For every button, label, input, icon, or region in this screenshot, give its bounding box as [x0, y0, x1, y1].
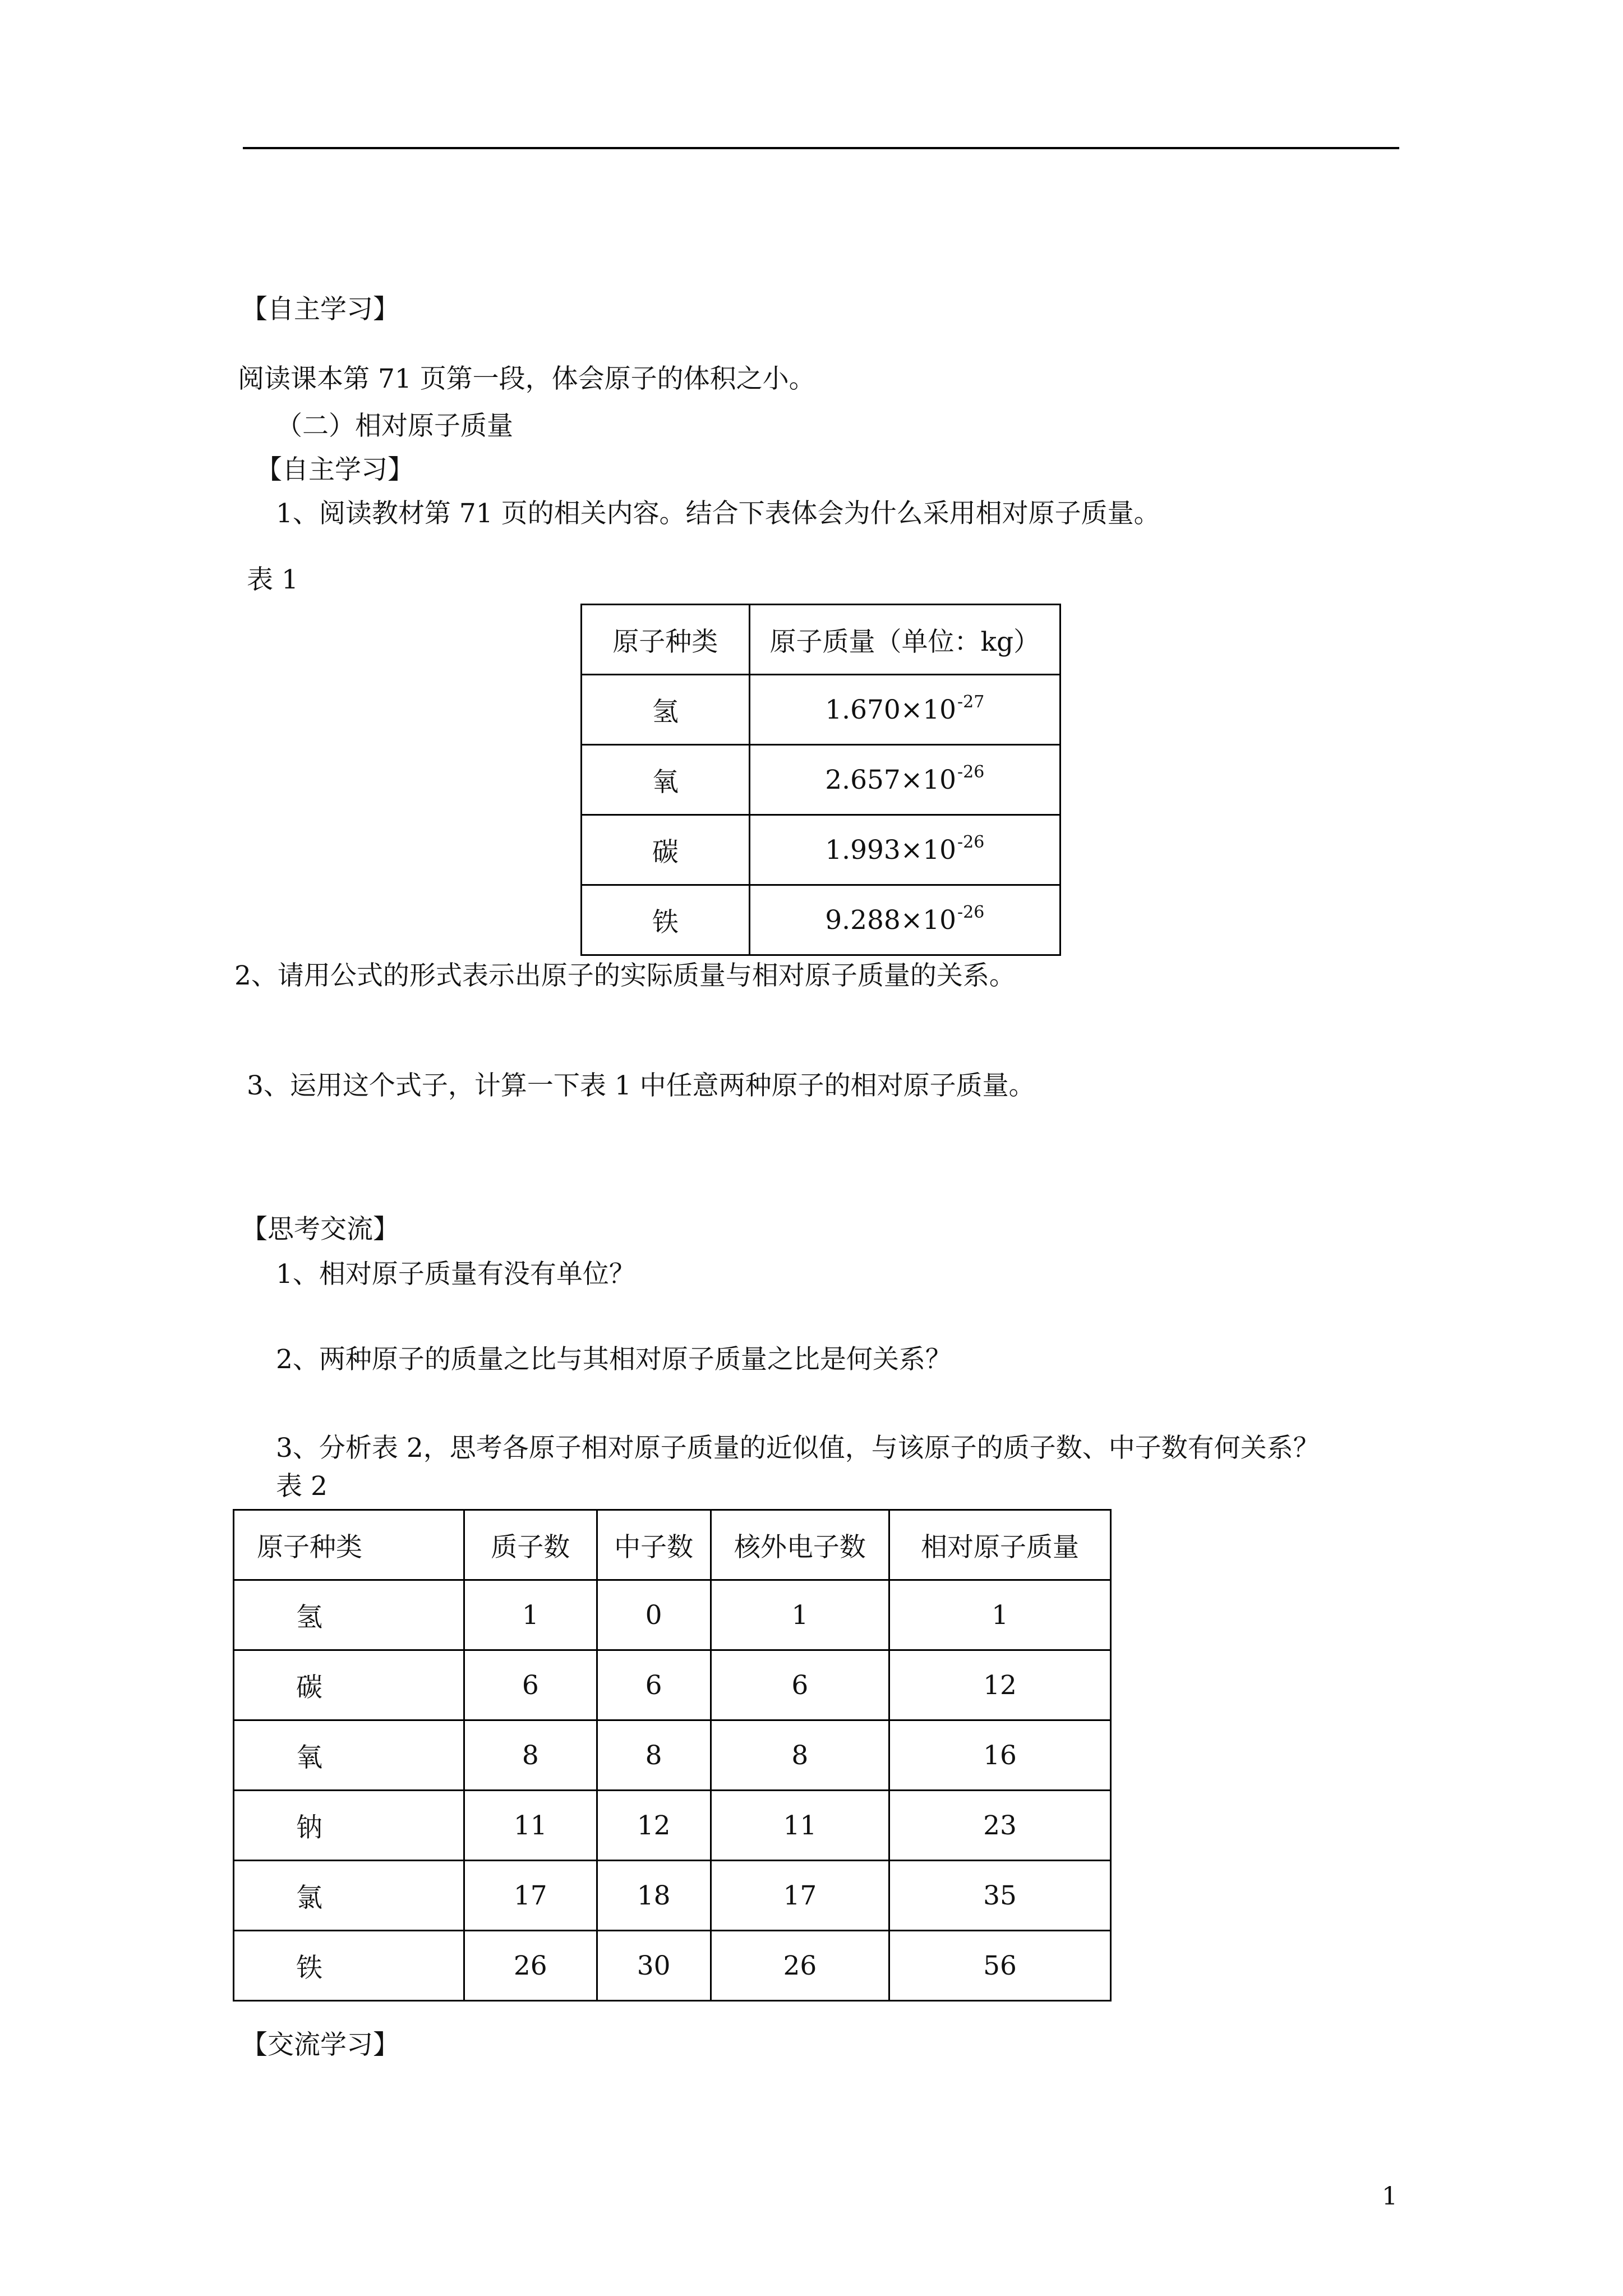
- table-header-row: [234, 1510, 1111, 1580]
- reading-instruction: 阅读课本第 71 页第一段，体会原子的体积之小。: [238, 364, 815, 394]
- table-cell: 35: [889, 1861, 1111, 1931]
- table-cell: 铁: [234, 1931, 464, 2001]
- question-2: 2、两种原子的质量之比与其相对原子质量之比是何关系？: [276, 1344, 952, 1375]
- table-cell: 11: [464, 1791, 597, 1861]
- element-cell: 铁: [582, 885, 750, 955]
- mass-cell: [749, 745, 1060, 815]
- heading-think-discuss: 【思考交流】: [241, 1214, 399, 1245]
- header-rule: [243, 147, 1399, 149]
- question-3: 3、分析表 2，思考各原子相对原子质量的近似值，与该原子的质子数、中子数有何关系？: [276, 1433, 1320, 1464]
- table-row: [234, 1791, 1111, 1861]
- mass-cell: [749, 885, 1060, 955]
- table-row: [234, 1580, 1111, 1650]
- table-cell: 1: [464, 1580, 597, 1650]
- mass-exponent: -26: [957, 902, 985, 922]
- mass-exponent: -26: [957, 832, 985, 852]
- table-cell: 12: [597, 1791, 711, 1861]
- table1-caption: 表 1: [247, 564, 298, 595]
- table-cell: 8: [464, 1720, 597, 1791]
- table-cell: 26: [711, 1931, 889, 2001]
- table-cell: 碳: [234, 1650, 464, 1720]
- table-cell: 18: [597, 1861, 711, 1931]
- table-row: [582, 815, 1061, 885]
- table-cell: 6: [711, 1650, 889, 1720]
- table-row: [234, 1720, 1111, 1791]
- table-cell: 30: [597, 1931, 711, 2001]
- element-cell: 氧: [582, 745, 750, 815]
- table-header-cell: 原子种类: [234, 1510, 464, 1580]
- mass-mantissa: 9.288×10: [825, 904, 957, 936]
- atomic-structure-table: [233, 1509, 1112, 2001]
- table-cell: 6: [597, 1650, 711, 1720]
- table-cell: 1: [711, 1580, 889, 1650]
- table-cell: 8: [597, 1720, 711, 1791]
- table-cell: 氧: [234, 1720, 464, 1791]
- table-cell: 6: [464, 1650, 597, 1720]
- table-cell: 0: [597, 1580, 711, 1650]
- question-1: 1、相对原子质量有没有单位？: [276, 1259, 635, 1290]
- table-row: [582, 675, 1061, 745]
- table-cell: 8: [711, 1720, 889, 1791]
- mass-cell: [749, 675, 1060, 745]
- element-cell: 碳: [582, 815, 750, 885]
- mass-mantissa: 1.670×10: [825, 694, 957, 725]
- page-number: 1: [1382, 2182, 1398, 2211]
- table-header-cell: 中子数: [597, 1510, 711, 1580]
- table-row: [582, 745, 1061, 815]
- table-cell: 1: [889, 1580, 1111, 1650]
- table-cell: 氢: [234, 1580, 464, 1650]
- table-cell: 11: [711, 1791, 889, 1861]
- table-cell: 17: [711, 1861, 889, 1931]
- table-cell: 氯: [234, 1861, 464, 1931]
- table-cell: 26: [464, 1931, 597, 2001]
- mass-exponent: -27: [957, 692, 985, 712]
- table-cell: 17: [464, 1861, 597, 1931]
- mass-mantissa: 2.657×10: [825, 764, 957, 795]
- table-header-row: [582, 605, 1061, 675]
- task-item-2: 2、请用公式的形式表示出原子的实际质量与相对原子质量的关系。: [234, 960, 1016, 991]
- table-header-cell: 核外电子数: [711, 1510, 889, 1580]
- mass-mantissa: 1.993×10: [825, 834, 957, 866]
- table-cell: 12: [889, 1650, 1111, 1720]
- element-cell: 氢: [582, 675, 750, 745]
- task-item-3: 3、运用这个式子，计算一下表 1 中任意两种原子的相对原子质量。: [247, 1070, 1035, 1101]
- atomic-mass-table: [580, 604, 1061, 956]
- mass-cell: [749, 815, 1060, 885]
- heading-self-study-1: 【自主学习】: [241, 294, 399, 325]
- table-header-cell: 质子数: [464, 1510, 597, 1580]
- table-row: [234, 1861, 1111, 1931]
- mass-exponent: -26: [957, 762, 985, 782]
- table-header-cell: 相对原子质量: [889, 1510, 1111, 1580]
- table-cell: 钠: [234, 1791, 464, 1861]
- section-title-relative-atomic-mass: （二）相对原子质量: [276, 411, 513, 441]
- table-row: [582, 885, 1061, 955]
- table-cell: 16: [889, 1720, 1111, 1791]
- table2-caption: 表 2: [276, 1471, 328, 1502]
- table-row: [234, 1650, 1111, 1720]
- table-cell: 56: [889, 1931, 1111, 2001]
- heading-exchange-study: 【交流学习】: [241, 2030, 399, 2060]
- table-cell: 23: [889, 1791, 1111, 1861]
- table-header-cell: 原子质量（单位：kg）: [749, 605, 1060, 675]
- heading-self-study-2: 【自主学习】: [256, 454, 414, 485]
- table-row: [234, 1931, 1111, 2001]
- table-header-cell: 原子种类: [582, 605, 750, 675]
- task-item-1: 1、阅读教材第 71 页的相关内容。结合下表体会为什么采用相对原子质量。: [276, 498, 1160, 529]
